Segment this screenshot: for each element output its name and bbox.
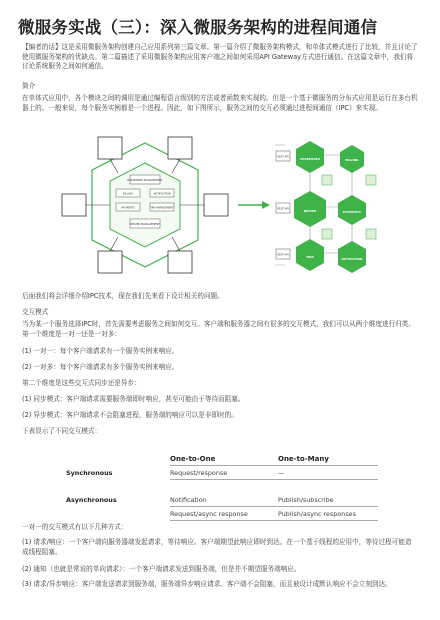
list-item: (1) 一对一：每个客户端请求有一个服务实例来响应。 [22,347,179,355]
adapter-box [168,137,192,159]
adapter-box [204,194,228,216]
table-intro: 下表显示了不同交互模式： [22,427,102,435]
intro-paragraph: 在单体式应用中，各个模块之间的调用是通过编程语言级别的方法或者函数来实现的。但是一个基于微服务的分布式应用是运行在多台机器上的。一般来说，每个服务实例都是一个进程。因此，如下图所示，服务之间的交互必须通过进程间通信（IPC）来实现。 [22,94,418,112]
database-icon [366,175,376,185]
table-cell: — [278,466,378,480]
adapter-box [98,137,122,159]
table-row [66,493,378,507]
list-item: (1) 同步模式：客户端请求需要服务端即时响应，甚至可能由于等待而阻塞。 [22,395,245,403]
database-icon [322,175,332,185]
table-row [66,466,378,480]
monolith-diagram [62,137,228,273]
section-heading-ipc: 交互模式 [22,308,49,316]
editor-note: 【编者的话】这是采用微服务架构创建自己应用系列第三篇文章。第一篇介绍了微服务架构模式，和单体式模式进行了比较，并且讨论了使用微服务架构的优缺点。第二篇描述了采用微服务架构应用客户端之间如何采用API Gateway方式进行通信。在这篇文章中，我们将讨论系统服务之间如何通信。 [22,43,418,71]
table-cell: Notification [170,493,278,507]
list-item: (2) 通知（也就是常说的单向请求）：一个客户端请求发送到服务端，但是并不期望服务端响应。 [22,565,301,573]
list-item: (3) 请求/异步响应：客户端发送请求到服务端，服务端异步响应请求。客户端不会阻塞，而且被设计成默认响应不会立刻到达。 [22,580,392,588]
transform-arrow [238,201,270,209]
table-cell: Asynchronous [66,495,117,504]
database-icon [366,229,376,239]
service-label: TRIP [306,255,314,259]
rest-api-label: REST API [277,155,289,159]
service-label: DRIVER [303,209,317,213]
service-label: PASSENGER [300,157,320,161]
module-label: DRIVER MANAGEMENT [130,223,160,226]
service-label: PAYMENTS [343,210,361,214]
table-cell: Publish/subscribe [278,493,378,507]
table-cell: Synchronous [66,468,113,477]
rest-api-label: REST API [277,207,289,211]
table-header: One-to-One [170,452,278,466]
module-label: NOTIFICATION [153,192,171,196]
database-icon [322,229,332,239]
interaction-table [66,452,378,521]
table-row [66,507,378,521]
rest-api-label: REST API [277,253,289,257]
table-cell: Request/response [170,466,278,480]
list-item: (1) 请求/响应：一个客户端向服务器端发起请求，等待响应。客户端期望此响应即时到达。在一个基于线程的应用中，等待过程可能造成线程阻塞。 [22,538,412,556]
module-label: BILLING [122,192,134,196]
table-header [66,452,170,466]
adapter-box [62,194,86,216]
table-header: One-to-Many [278,452,378,466]
architecture-diagram [0,125,440,285]
adapter-box [168,251,192,273]
list-item: (2) 异步模式：客户端请求不会阻塞进程，服务端的响应可以是非即时的。 [22,411,238,419]
ipc-paragraph: 当为某一个服务选择IPC时，首先需要考虑服务之间如何交互。客户端和服务器之间有很多的交互模式，我们可以从两个维度进行归类。第一个维度是一对一还是一对多： [22,320,415,338]
adapter-box [98,251,122,273]
section-heading-intro: 简介 [22,82,36,90]
list-item: (2) 一对多：每个客户端请求有多个服务实例来响应。 [22,363,179,371]
table-cell: Request/async response [170,507,278,521]
types-intro: 一对一的交互模式有以下几种方式： [22,523,128,531]
module-label: PAYMENTS [121,206,135,210]
page-title: 微服务实战（三）：深入微服务架构的进程间通信 [18,18,378,37]
dimension-two-text: 第二个维度是这些交互式同步还是异步： [22,379,141,387]
table-cell [66,507,170,521]
service-hexagon-notification [338,241,366,273]
service-label: BILLING [345,158,359,162]
module-label: PASSENGER MANAGEMENT [127,179,163,182]
after-diagram-text: 后面我们将会详细介绍IPC技术，现在我们先来看下设计相关的问题。 [22,292,224,300]
service-label: NOTIFICATION [341,258,363,261]
microservices-diagram [275,141,376,273]
module-label: TRIP MANAGEMENT [150,206,174,210]
table-header-row [66,452,378,466]
table-cell: Publish/async responses [278,507,378,521]
